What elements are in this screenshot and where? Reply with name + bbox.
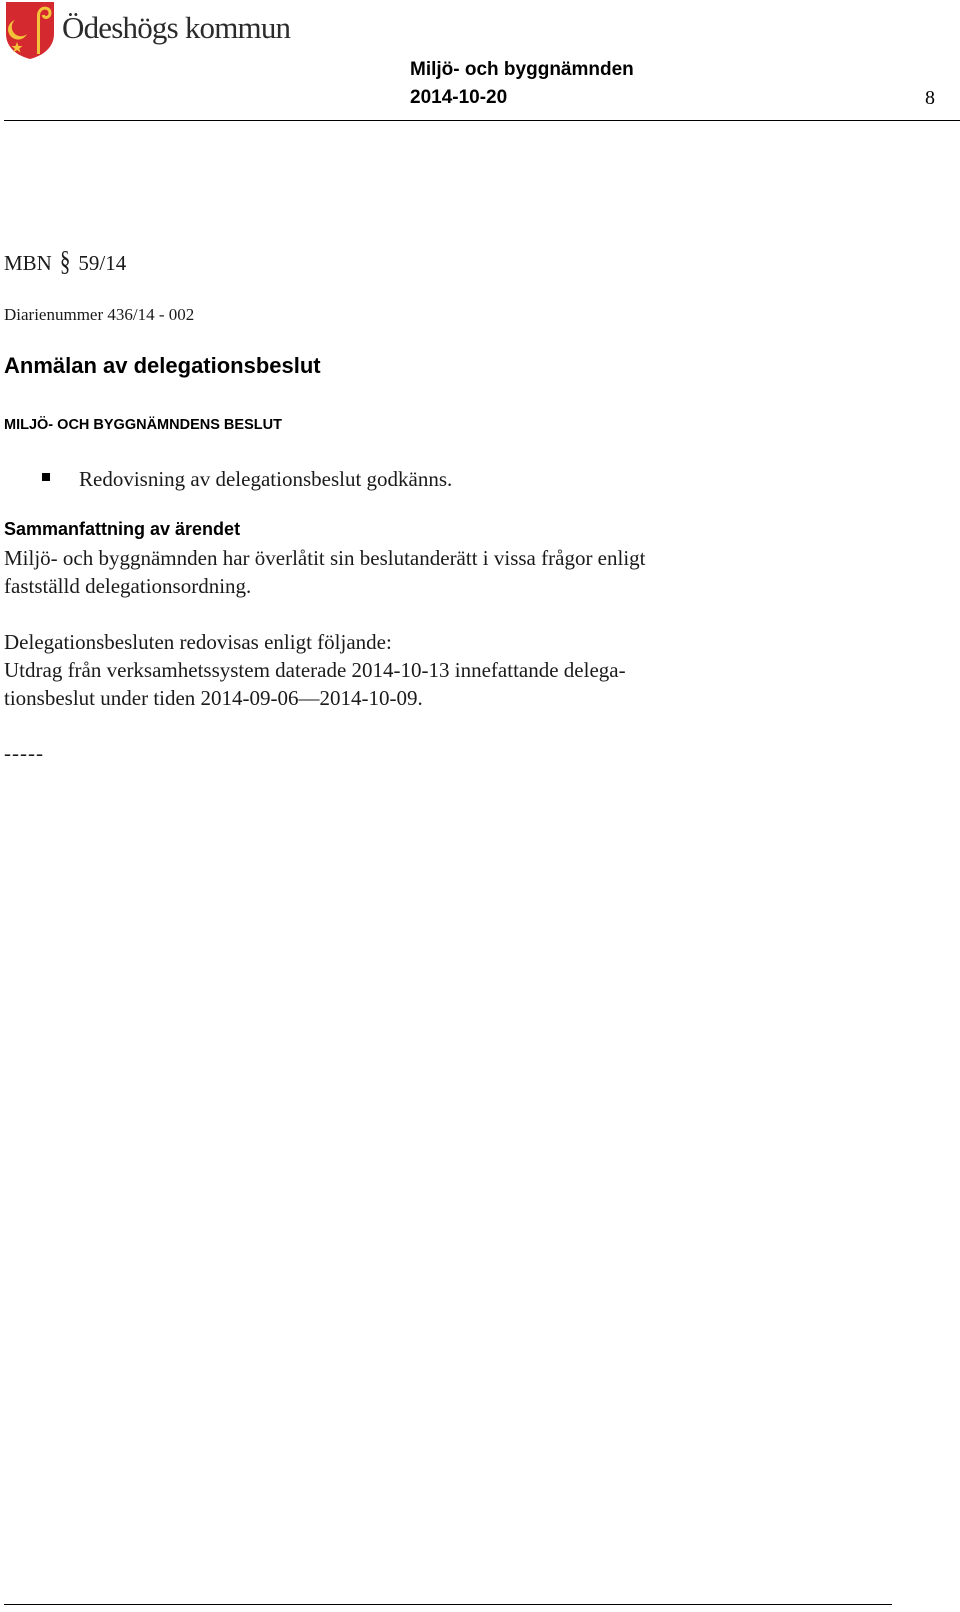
case-title: Anmälan av delegationsbeslut	[4, 353, 321, 378]
summary-line: Delegationsbesluten redovisas enligt följande:	[4, 630, 392, 654]
organization-name: Ödeshögs kommun	[62, 10, 291, 45]
decision-heading: MILJÖ- OCH BYGGNÄMNDENS BESLUT	[4, 417, 282, 433]
decision-text: Redovisning av delegationsbeslut godkänns.	[79, 467, 453, 491]
section-symbol: §	[59, 244, 71, 278]
section-separator: -----	[4, 741, 44, 765]
summary-heading: Sammanfattning av ärendet	[4, 519, 241, 539]
footer-divider	[4, 1604, 892, 1605]
paragraph-reference	[4, 244, 127, 278]
coat-of-arms-icon	[4, 0, 56, 60]
body-abbreviation: MBN	[4, 251, 52, 275]
header-board-name: Miljö- och byggnämnden	[410, 59, 634, 80]
paragraph-number: 59/14	[78, 251, 127, 275]
summary-line: tionsbeslut under tiden 2014-09-06—2014-10-09.	[4, 686, 423, 710]
page-number: 8	[925, 87, 935, 109]
diarie-number: Diarienummer 436/14 - 002	[4, 305, 195, 324]
square-bullet-icon	[42, 473, 50, 481]
summary-line: Miljö- och byggnämnden har överlåtit sin beslutanderätt i vissa frågor enligt	[4, 546, 646, 570]
summary-line: Utdrag från verksamhetssystem daterade 2014-10-13 innefattande delega-	[4, 658, 626, 682]
header-meeting-date: 2014-10-20	[410, 87, 508, 108]
summary-line: fastställd delegationsordning.	[4, 574, 252, 598]
header-divider	[4, 120, 960, 121]
